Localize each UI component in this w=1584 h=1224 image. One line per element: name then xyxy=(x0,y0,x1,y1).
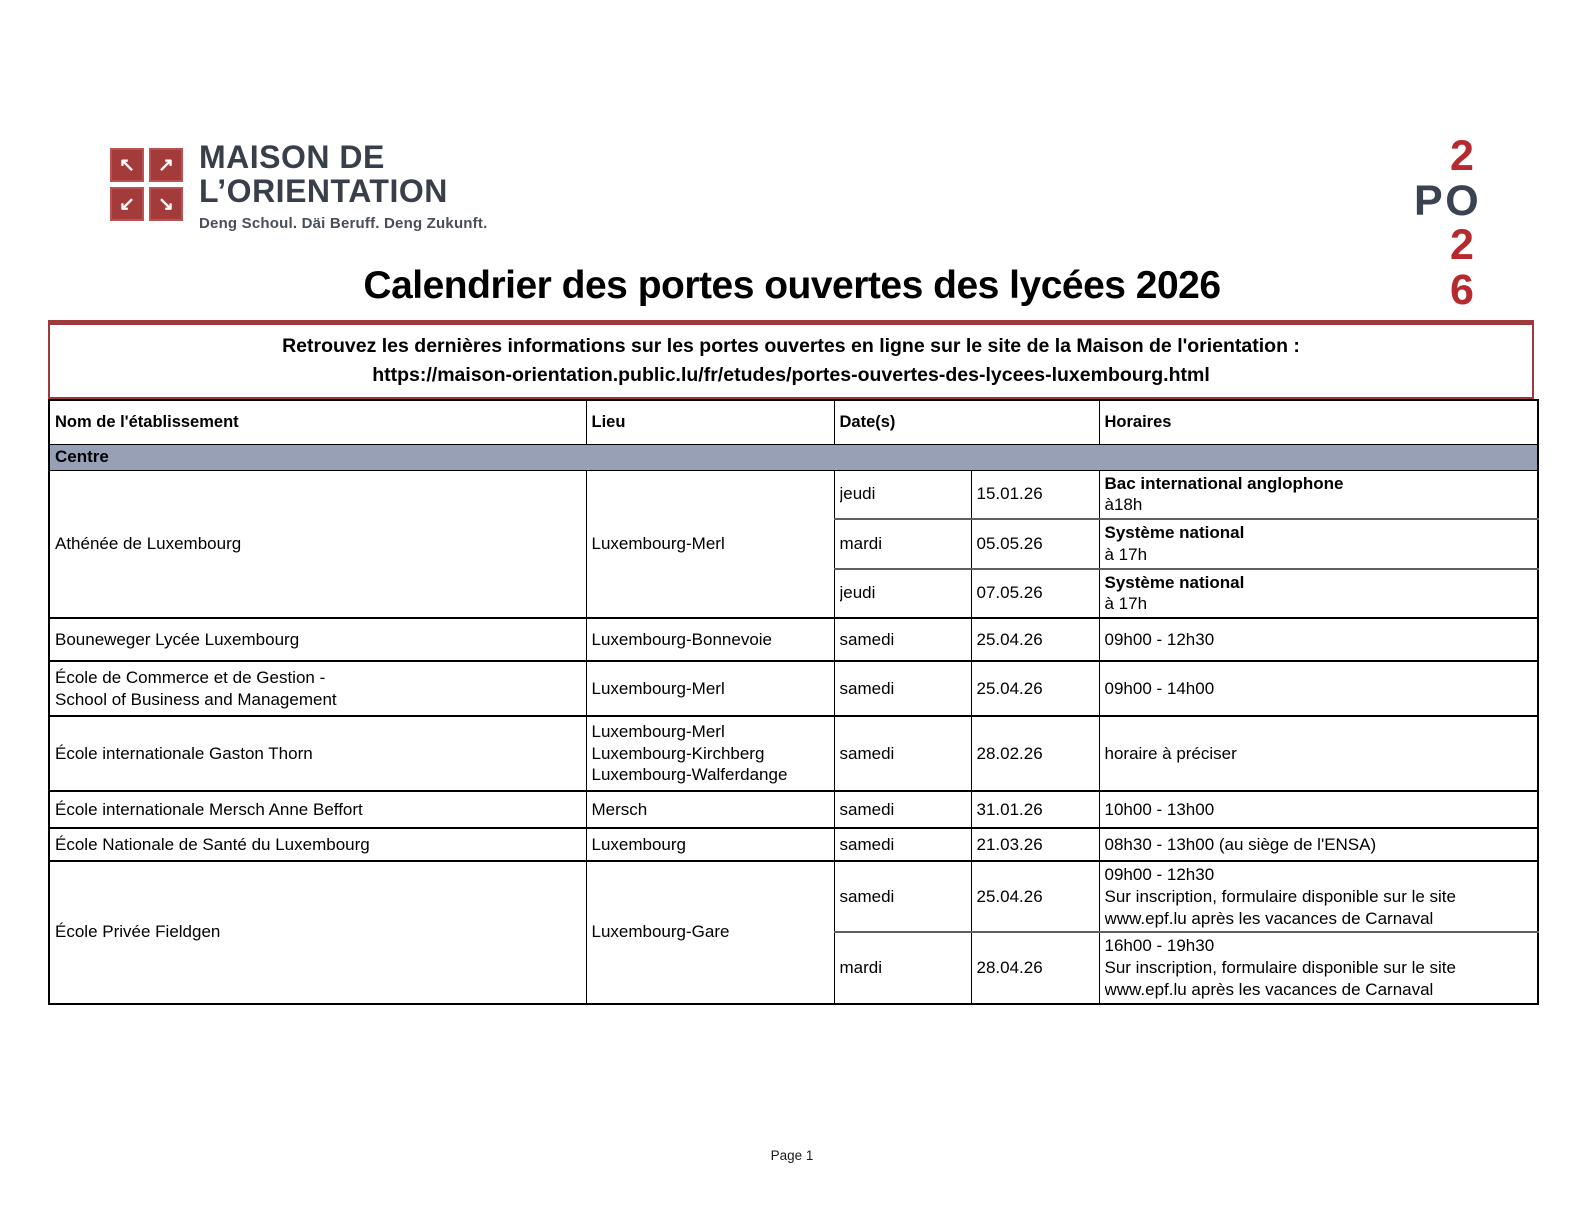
cell-lieu: Luxembourg-Bonnevoie xyxy=(586,618,834,661)
cell-lieu: Luxembourg-Merl xyxy=(586,661,834,716)
logo-title-line2: L’ORIENTATION xyxy=(199,173,448,210)
schedule-table xyxy=(48,399,1539,1005)
arrow-down-right-icon: ↘ xyxy=(149,187,183,221)
maison-orientation-logo xyxy=(110,140,487,232)
page-number: Page 1 xyxy=(770,1148,814,1163)
table-row xyxy=(49,618,1538,661)
cell-date: 15.01.26 xyxy=(971,470,1099,519)
arrow-up-right-icon: ↗ xyxy=(149,148,183,182)
horaires-title: Système national xyxy=(1104,572,1245,592)
horaires-title: Bac international anglophone xyxy=(1104,473,1344,493)
horaires-title: Système national xyxy=(1104,523,1245,542)
po-badge-digit-mid: 2 xyxy=(1450,221,1474,270)
arrow-down-left-icon: ↙ xyxy=(110,187,144,221)
arrow-up-left-icon: ↖ xyxy=(110,148,144,182)
cell-day: jeudi xyxy=(834,569,971,619)
logo-title-line1: MAISON DE xyxy=(199,139,385,175)
cell-horaires: Bac international anglophone à18h xyxy=(1099,470,1538,519)
po-badge-letter-o: O xyxy=(1445,176,1479,225)
cell-day: samedi xyxy=(834,661,971,716)
cell-lieu: Luxembourg-Merl Luxembourg-Kirchberg Luxembourg-Walferdange xyxy=(586,716,834,791)
table-row xyxy=(49,470,1538,519)
cell-name: École internationale Mersch Anne Beffort xyxy=(49,791,586,828)
header-lieu: Lieu xyxy=(586,400,834,444)
cell-horaires: 10h00 - 13h00 xyxy=(1099,791,1538,828)
cell-name: Athénée de Luxembourg xyxy=(49,470,586,618)
cell-horaires: 09h00 - 12h30 xyxy=(1099,618,1538,661)
cell-name: Bouneweger Lycée Luxembourg xyxy=(49,618,586,661)
cell-day: mardi xyxy=(834,932,971,1003)
page-title: Calendrier des portes ouvertes des lycées 2026 xyxy=(363,264,1221,307)
po-badge-letter-p: P xyxy=(1414,176,1443,225)
cell-day: jeudi xyxy=(834,470,971,519)
cell-date: 25.04.26 xyxy=(971,861,1099,932)
logo-arrows-icon xyxy=(110,148,183,221)
table-row xyxy=(49,661,1538,716)
cell-date: 25.04.26 xyxy=(971,661,1099,716)
cell-horaires: 09h00 - 12h30 Sur inscription, formulaire disponible sur le site www.epf.lu après les vacances de Carnaval xyxy=(1099,861,1538,932)
cell-name: École de Commerce et de Gestion - School of Business and Management xyxy=(49,661,586,716)
info-box-text: Retrouvez les dernières informations sur les portes ouvertes en ligne sur le site de la Maison de l'orientation : xyxy=(282,334,1300,357)
table-row xyxy=(49,828,1538,861)
cell-date: 07.05.26 xyxy=(971,569,1099,619)
table-row xyxy=(49,791,1538,828)
table-row xyxy=(49,861,1538,932)
cell-date: 05.05.26 xyxy=(971,519,1099,569)
logo-tagline: Deng Schoul. Däi Beruff. Deng Zukunft. xyxy=(199,215,488,233)
po-badge-digit-bottom: 6 xyxy=(1450,266,1474,315)
cell-day: mardi xyxy=(834,519,971,569)
cell-day: samedi xyxy=(834,791,971,828)
cell-day: samedi xyxy=(834,618,971,661)
cell-date: 31.01.26 xyxy=(971,791,1099,828)
cell-date: 28.04.26 xyxy=(971,932,1099,1003)
cell-day: samedi xyxy=(834,828,971,861)
cell-horaires: 08h30 - 13h00 (au siège de l'ENSA) xyxy=(1099,828,1538,861)
cell-name: École Privée Fieldgen xyxy=(49,861,586,1004)
logo-title xyxy=(199,140,487,208)
section-row xyxy=(49,444,1538,470)
info-url[interactable]: https://maison-orientation.public.lu/fr/etudes/portes-ouvertes-des-lycees-luxembourg.html xyxy=(372,364,1210,386)
cell-name: École Nationale de Santé du Luxembourg xyxy=(49,828,586,861)
cell-date: 28.02.26 xyxy=(971,716,1099,791)
table-header-row xyxy=(49,400,1538,444)
cell-horaires: horaire à préciser xyxy=(1099,716,1538,791)
header-dates: Date(s) xyxy=(834,400,1099,444)
cell-lieu: Luxembourg-Merl xyxy=(586,470,834,618)
cell-lieu: Luxembourg-Gare xyxy=(586,861,834,1004)
cell-day: samedi xyxy=(834,716,971,791)
cell-lieu: Mersch xyxy=(586,791,834,828)
header-nom: Nom de l'établissement xyxy=(49,400,586,444)
header-horaires: Horaires xyxy=(1099,400,1538,444)
po-badge-po-line xyxy=(1414,176,1492,225)
cell-horaires: Système national à 17h xyxy=(1099,519,1538,569)
po-badge-digit-top: 2 xyxy=(1450,132,1474,180)
cell-horaires: 09h00 - 14h00 xyxy=(1099,661,1538,716)
cell-date: 25.04.26 xyxy=(971,618,1099,661)
section-label: Centre xyxy=(49,444,1538,470)
cell-day: samedi xyxy=(834,861,971,932)
logo-text-block xyxy=(199,140,487,232)
cell-horaires: 16h00 - 19h30 Sur inscription, formulaire disponible sur le site www.epf.lu après les vacances de Carnaval xyxy=(1099,932,1538,1003)
cell-date: 21.03.26 xyxy=(971,828,1099,861)
cell-horaires: Système national à 17h xyxy=(1099,569,1538,619)
cell-name: École internationale Gaston Thorn xyxy=(49,716,586,791)
table-row xyxy=(49,716,1538,791)
info-box xyxy=(48,320,1534,399)
cell-lieu: Luxembourg xyxy=(586,828,834,861)
